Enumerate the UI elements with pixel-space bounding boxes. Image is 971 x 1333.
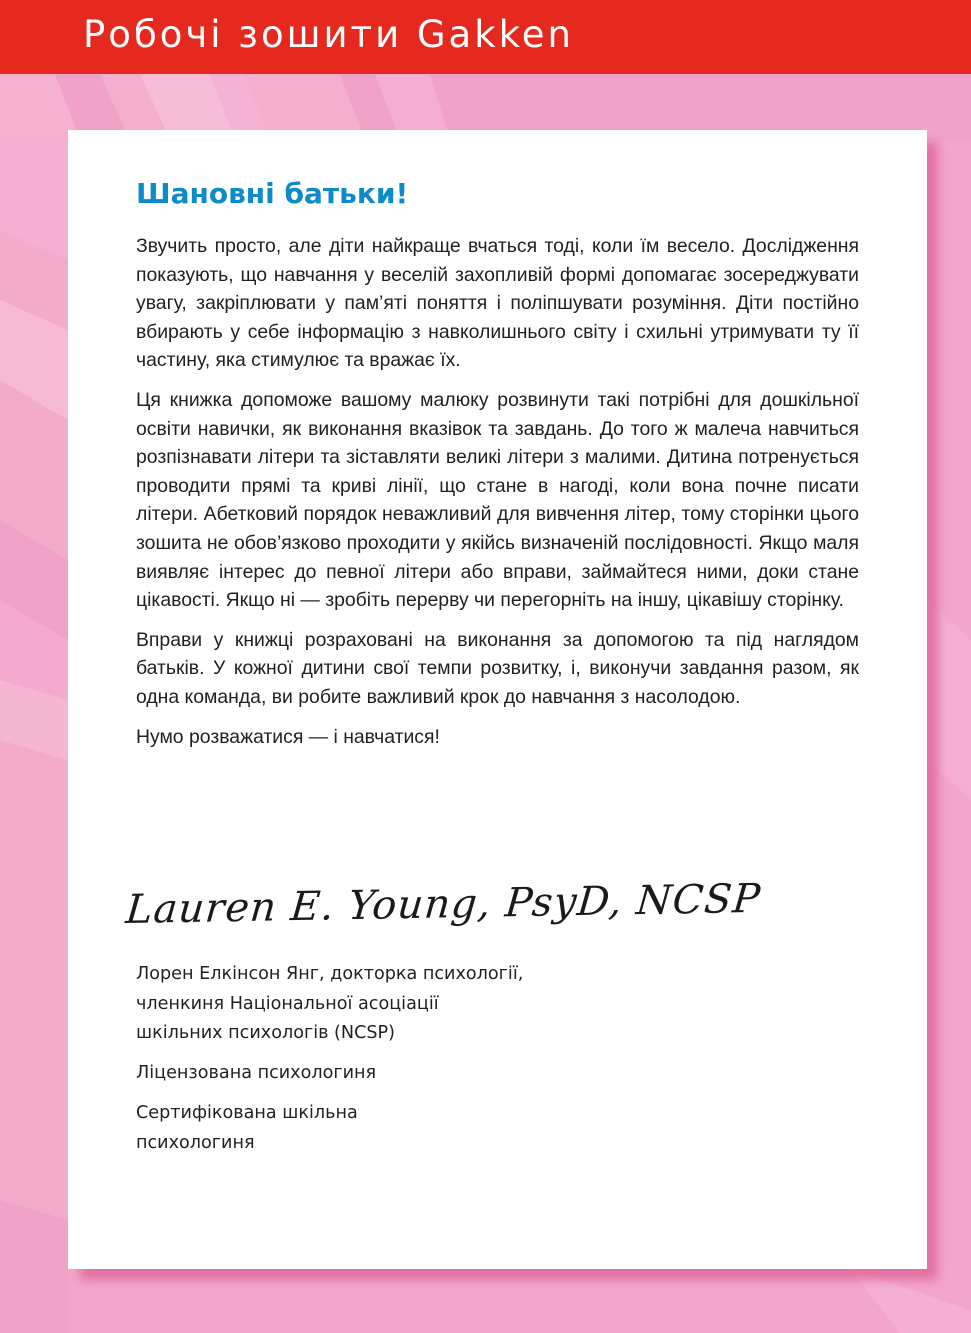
credential-name-block (136, 960, 736, 1049)
credential-line: психологиня (136, 1132, 255, 1153)
paragraph-intro: Звучить просто, але діти найкраще вчаться тоді, коли їм весело. Дослідження показують, що навчання у веселій захопливій формі допомагає зосереджувати увагу, закріплювати у пам’яті поняття і поліпшувати розуміння. Діти постійно вбирають у себе інформацію з навколишнього світу і схильні утримувати ту її частину, яка стимулює та вражає їх. (136, 235, 859, 372)
credential-line: Лорен Елкінсон Янг, докторка психології, (136, 964, 524, 984)
credential-line: членкиня Національної асоціації (136, 993, 439, 1014)
credential-line: Сертифікована шкільна (136, 1103, 358, 1123)
series-title: Робочі зошити Gakken (83, 13, 574, 56)
letter-card (68, 130, 927, 1269)
letter-body (136, 232, 859, 762)
credential-certified-block (136, 1099, 736, 1158)
handwritten-signature (123, 865, 763, 955)
header-bar (0, 0, 971, 74)
credential-line: Ліцензована психологиня (136, 1063, 377, 1083)
letter-title: Шановні батьки! (136, 177, 409, 210)
paragraph-closing: Нумо розважатися — і навчатися! (136, 725, 440, 748)
paragraph-book-description: Ця книжка допоможе вашому малюку розвинути такі потрібні для дошкільної освіти навички, як виконання вказівок та завдань. До того ж малеча навчиться розпізнавати літери та зіставляти великі літери з малими. Дитина потренується проводити прямі та криві лінії, що стане в нагоді, коли вона почне писати літери. Абетковий порядок неважливий для вивчення літер, тому сторінки цього зошита не обов’язково проходити у якійсь визначеній послідовності. Якщо маля виявляє інтерес до певної літери або вправи, займайтеся ними, доки стане цікавості. Якщо ні — зробіть перерву чи перегорніть на іншу, цікавішу сторінку. (136, 388, 859, 612)
signature-text: Lauren E. Young, PsyD, NCSP (123, 875, 763, 933)
author-credentials (136, 960, 736, 1169)
credential-license-block (136, 1059, 736, 1089)
paragraph-parental-guidance: Вправи у книжці розраховані на виконання за допомогою та під наглядом батьків. У кожної дитини свої темпи розвитку, і, виконучи завдання разом, як одна команда, ви робите важливий крок до навчання з насолодою. (136, 628, 859, 708)
credential-line: шкільних психологів (NCSP) (136, 1023, 396, 1043)
